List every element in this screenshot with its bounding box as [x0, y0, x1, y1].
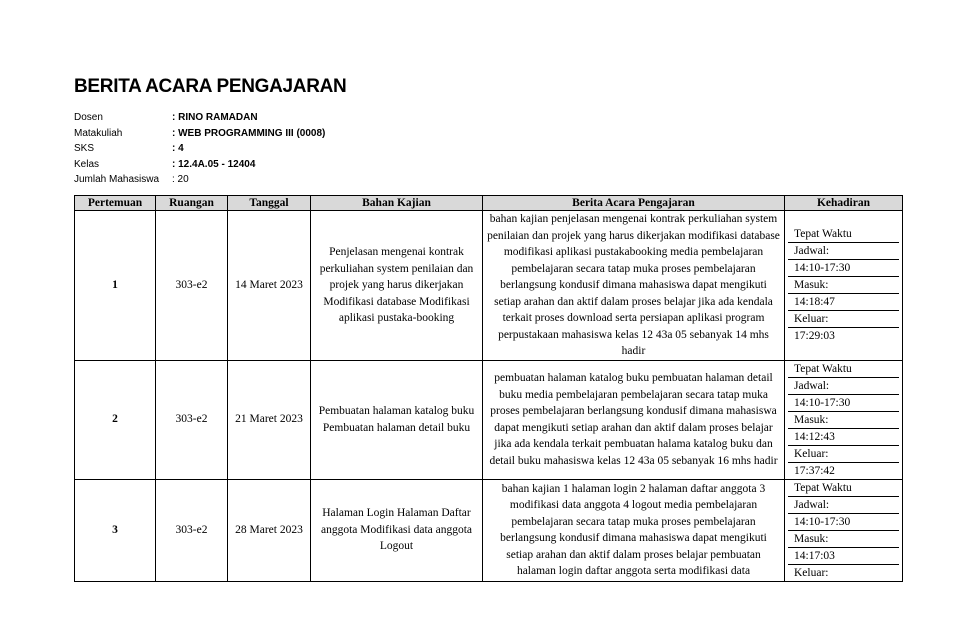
jumlah-mahasiswa-value: : 20: [172, 174, 189, 185]
bahan-kajian-cell: Halaman Login Halaman Daftar anggota Modifikasi data anggota Logout: [311, 479, 483, 581]
bahan-kajian-cell: Penjelasan mengenai kontrak perkuliahan system penilaian dan projek yang harus dikerjakan Modifikasi database Modifikasi aplikasi pustaka-booking: [311, 211, 483, 361]
tanggal-cell: 28 Maret 2023: [228, 479, 311, 581]
kehadiran-keluar-label: Keluar:: [794, 566, 829, 579]
info-block: [74, 110, 325, 188]
kehadiran-cell: [785, 479, 903, 581]
bahan-kajian-cell: Pembuatan halaman katalog buku Pembuatan halaman detail buku: [311, 360, 483, 479]
pertemuan-cell: 2: [75, 360, 156, 479]
kehadiran-jadwal-value: 14:10-17:30: [788, 514, 899, 531]
ruangan-cell: 303-e2: [156, 211, 228, 361]
sks-value: : 4: [172, 143, 184, 154]
ruangan-cell: 303-e2: [156, 479, 228, 581]
kehadiran-jadwal-label: Jadwal:: [788, 497, 899, 514]
pertemuan-cell: 1: [75, 211, 156, 361]
berita-acara-cell: pembuatan halaman katalog buku pembuatan halaman detail buku media pembelajaran pembelajaran secara tatap muka proses pembelajaran berlangsung kondusif dimana mahasiswa dapat mengikuti setiap arahan dan aktif dalam proses belajar jika ada kendala terkait pembuatan halama katalog buku dan detail buku mahasiswa kelas 12 43a 05 sebanyak 16 mhs hadir: [483, 360, 785, 479]
sks-label: SKS: [74, 143, 95, 154]
kehadiran-masuk-value: 14:18:47: [788, 294, 899, 311]
info-row-jumlah: [74, 172, 325, 188]
kehadiran-masuk-label: Masuk:: [788, 277, 899, 294]
dosen-label: Dosen: [74, 112, 103, 123]
info-row-sks: [74, 141, 325, 157]
tanggal-cell: 14 Maret 2023: [228, 211, 311, 361]
header-tanggal: Tanggal: [228, 196, 311, 211]
berita-acara-cell: bahan kajian 1 halaman login 2 halaman daftar anggota 3 modifikasi data anggota 4 logout media pembelajaran pembelajaran secara tatap muka proses pembelajaran berlangsung kondusif dimana mahasiswa dapat mengikuti setiap arahan dan aktif dalam proses belajar pembuatan halaman login daftar anggota serta modifikasi data: [483, 479, 785, 581]
header-bahan-kajian: Bahan Kajian: [311, 196, 483, 211]
info-row-matakuliah: [74, 126, 325, 142]
table-row: [75, 479, 903, 581]
pertemuan-cell: 3: [75, 479, 156, 581]
kehadiran-keluar-label: Keluar:: [788, 446, 899, 463]
kehadiran-status: Tepat Waktu: [788, 480, 899, 497]
kehadiran-masuk-label: Masuk:: [788, 412, 899, 429]
kehadiran-cell: [785, 360, 903, 479]
kehadiran-keluar-value: 17:37:42: [794, 464, 835, 477]
kehadiran-cell: [785, 211, 903, 361]
table-row: [75, 360, 903, 479]
kehadiran-jadwal-label: Jadwal:: [788, 243, 899, 260]
header-kehadiran: Kehadiran: [785, 196, 903, 211]
header-berita-acara: Berita Acara Pengajaran: [483, 196, 785, 211]
page-title: BERITA ACARA PENGAJARAN: [74, 76, 347, 97]
kehadiran-jadwal-value: 14:10-17:30: [788, 395, 899, 412]
kehadiran-jadwal-value: 14:10-17:30: [788, 260, 899, 277]
kehadiran-masuk-label: Masuk:: [788, 531, 899, 548]
kehadiran-status: Tepat Waktu: [788, 361, 899, 378]
tanggal-cell: 21 Maret 2023: [228, 360, 311, 479]
info-row-kelas: [74, 157, 325, 173]
info-row-dosen: [74, 110, 325, 126]
header-ruangan: Ruangan: [156, 196, 228, 211]
kehadiran-keluar-value: 17:29:03: [794, 330, 835, 343]
kehadiran-jadwal-label: Jadwal:: [788, 378, 899, 395]
kehadiran-keluar-label: Keluar:: [788, 311, 899, 328]
ruangan-cell: 303-e2: [156, 360, 228, 479]
berita-acara-table: [74, 195, 903, 582]
table-row: [75, 211, 903, 361]
kelas-label: Kelas: [74, 158, 100, 170]
kehadiran-masuk-value: 14:17:03: [788, 548, 899, 565]
berita-acara-cell: bahan kajian penjelasan mengenai kontrak perkuliahan system penilaian dan projek yang harus dikerjakan modifikasi database modifikasi aplikasi pustakabooking media pembelajaran pembelajaran secara tatap muka proses pembelajaran berlangsung kondusif dimana mahasiswa dapat mengikuti setiap arahan dan aktif dalam proses belajar jika ada kendala terkait proses download serta persiapan aplikasi program perpustakaan mahasiswa kelas 12 43a 05 sebanyak 14 mhs hadir: [483, 211, 785, 361]
kelas-value: : 12.4A.05 - 12404: [172, 158, 256, 170]
dosen-value: : RINO RAMADAN: [172, 112, 258, 123]
matakuliah-label: Matakuliah: [74, 127, 123, 139]
kehadiran-status: Tepat Waktu: [788, 226, 899, 243]
kehadiran-masuk-value: 14:12:43: [788, 429, 899, 446]
table-header-row: [75, 196, 903, 211]
jumlah-mahasiswa-label: Jumlah Mahasiswa: [74, 174, 160, 185]
matakuliah-value: : WEB PROGRAMMING III (0008): [172, 127, 326, 139]
header-pertemuan: Pertemuan: [75, 196, 156, 211]
